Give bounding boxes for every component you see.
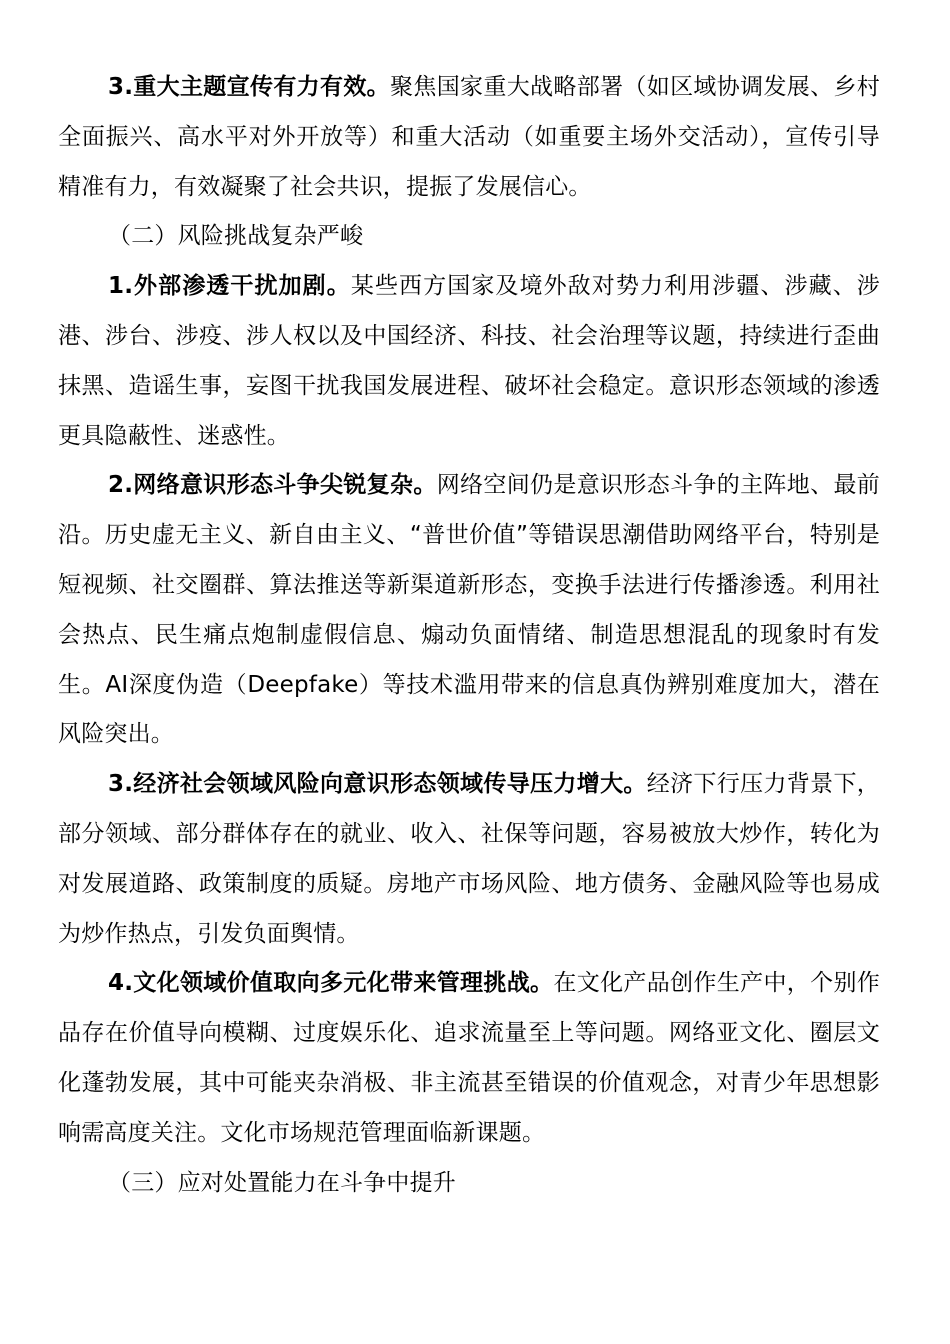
paragraph-external-infiltration: [58, 262, 880, 461]
paragraph-body: 经济下行压力背景下，部分领域、部分群体存在的就业、收入、社保等问题，容易被放大炒作，转化为对发展道路、政策制度的质疑。房地产市场风险、地方债务、金融风险等也易成为炒作热点，引发负面舆情。: [58, 771, 881, 947]
paragraph-body: 网络空间仍是意识形态斗争的主阵地、最前沿。历史虚无主义、新自由主义、“普世价值”等错误思潮借助网络平台，特别是短视频、社交圈群、算法推送等新渠道新形态，变换手法进行传播渗透。利用社会热点、民生痛点炮制虚假信息、煽动负面情绪、制造思想混乱的现象时有发生。AI深度伪造（Deepfake）等技术滥用带来的信息真伪辨别难度加大，潜在风险突出。: [58, 472, 880, 748]
section-heading-risks: （二）风险挑战复杂严峻: [108, 223, 364, 250]
paragraph-lead: 4.文化领域价值取向多元化带来管理挑战。: [108, 970, 554, 997]
paragraph-lead: 3.重大主题宣传有力有效。: [108, 74, 391, 100]
paragraph-body: 某些西方国家及境外敌对势力利用涉疆、涉藏、涉港、涉台、涉疫、涉人权以及中国经济、科技、社会治理等议题，持续进行歪曲抹黑、造谣生事，妄图干扰我国发展进程、破坏社会稳定。意识形态领域的渗透更具隐蔽性、迷惑性。: [58, 273, 880, 449]
document-page: [58, 63, 880, 1208]
paragraph-lead: 2.网络意识形态斗争尖锐复杂。: [108, 472, 437, 499]
paragraph-lead: 3.经济社会领域风险向意识形态领域传导压力增大。: [108, 771, 647, 798]
paragraph-cultural-values: [58, 959, 880, 1158]
paragraph-major-theme-publicity: [58, 63, 880, 212]
paragraph-economic-risk: [58, 760, 880, 959]
paragraph-body: 在文化产品创作生产中，个别作品存在价值导向模糊、过度娱乐化、追求流量至上等问题。网络亚文化、圈层文化蓬勃发展，其中可能夹杂消极、非主流甚至错误的价值观念，对青少年思想影响需高度关注。文化市场规范管理面临新课题。: [58, 970, 880, 1146]
paragraph-online-ideology: [58, 461, 880, 760]
paragraph-lead: 1.外部渗透干扰加剧。: [108, 273, 351, 300]
section-heading-response-capacity: （三）应对处置能力在斗争中提升: [108, 1169, 456, 1196]
paragraph-body: 聚焦国家重大战略部署（如区域协调发展、乡村全面振兴、高水平对外开放等）和重大活动（如重要主场外交活动），宣传引导精准有力，有效凝聚了社会共识，提振了发展信心。: [58, 74, 880, 200]
